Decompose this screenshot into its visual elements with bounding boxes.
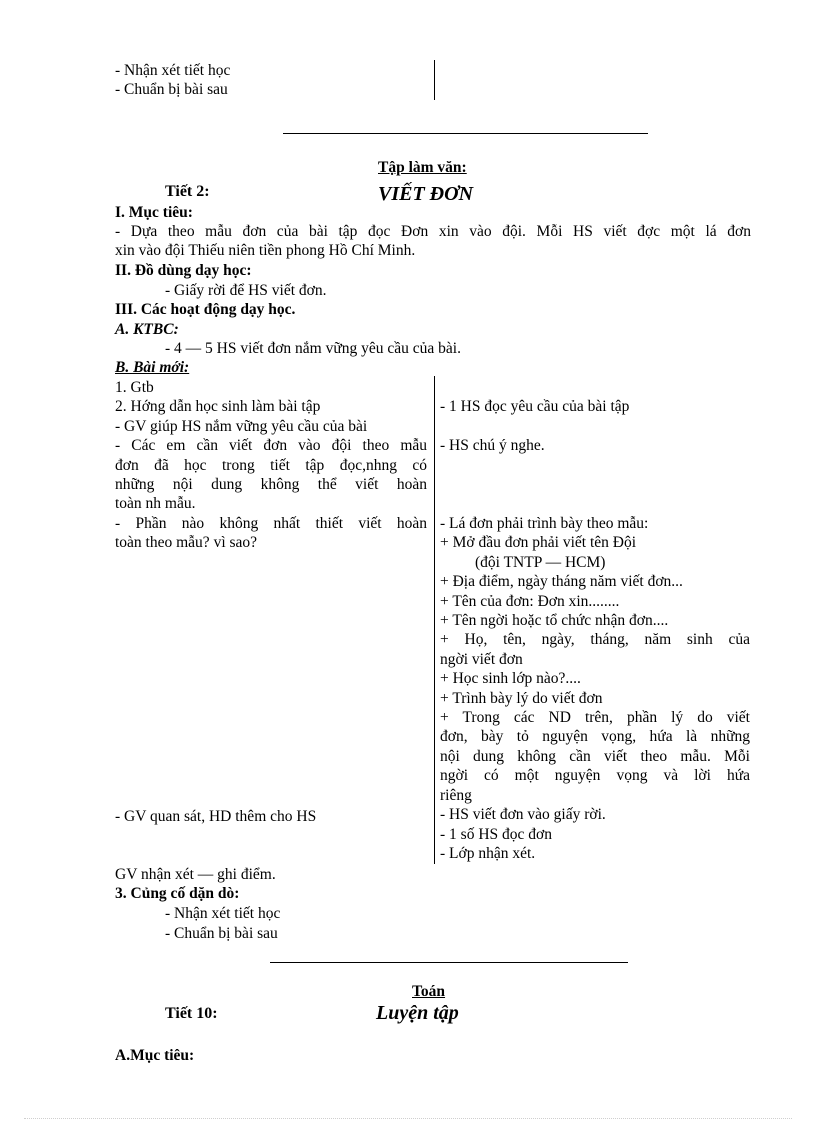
section-divider-1 (283, 133, 648, 134)
lesson1-period: Tiết 2: (165, 183, 210, 200)
student-line: + Mở đầu đơn phải viết tên Đội (440, 534, 637, 552)
student-line: + Tên của đơn: Đơn xin........ (440, 592, 620, 610)
student-line: - HS chú ý nghe. (440, 437, 545, 454)
lesson2-objective-heading: A.Mục tiêu: (115, 1047, 195, 1064)
teacher-line: 1. Gtb (115, 379, 154, 396)
student-line: đơn, bày tỏ nguyện vọng, hứa là những (440, 728, 750, 746)
wrapup-heading: 3. Củng cố dặn dò: (115, 885, 240, 902)
student-line: + Trình bày lý do viết đơn (440, 689, 603, 707)
teacher-line: 2. Hớng dẫn học sinh làm bài tập (115, 398, 321, 416)
objective-line-2: xin vào đội Thiếu niên tiền phong Hồ Chí Minh. (115, 242, 416, 259)
student-column-block-2 (440, 436, 750, 455)
student-line: + Tên ngời hoặc tổ chức nhận đơn.... (440, 612, 669, 630)
ktbc-line: - 4 — 5 HS viết đơn nắm vững yêu cầu của bài. (165, 340, 461, 357)
teacher-line: đơn đã học trong tiết tập đọc,nhng có (115, 456, 427, 474)
student-line: - HS viết đơn vào giấy rời. (440, 806, 606, 824)
teacher-line: - GV giúp HS nắm vững yêu cầu của bài (115, 417, 368, 435)
teacher-line: - GV quan sát, HD thêm cho HS (115, 808, 317, 825)
student-line: + Học sinh lớp nào?.... (440, 670, 581, 688)
activities-heading: III. Các hoạt động dạy học. (115, 301, 296, 318)
student-line: - 1 HS đọc yêu cầu của bài tập (440, 398, 630, 415)
student-line: + Trong các ND trên, phần lý do viết (440, 709, 750, 727)
page-bottom-edge (24, 1118, 792, 1119)
ktbc-heading: A. KTBC: (115, 321, 179, 338)
grading-note: GV nhận xét — ghi điểm. (115, 866, 276, 883)
table-column-divider (434, 376, 435, 864)
student-column-block-3 (440, 514, 750, 863)
prepare-next-line: - Chuẩn bị bài sau (115, 81, 228, 98)
teacher-line: - Phần nào không nhất thiết viết hoàn (115, 514, 427, 532)
materials-heading: II. Đồ dùng dạy học: (115, 262, 252, 279)
lesson2-title: Luyện tập (376, 1002, 459, 1024)
lesson1-subject: Tập làm văn: (378, 159, 467, 176)
student-line: + Địa điểm, ngày tháng năm viết đơn... (440, 573, 683, 591)
teacher-line: những nội dung không thể viết hoàn (115, 476, 427, 494)
student-line: (đội TNTP — HCM) (475, 553, 606, 571)
teacher-line: - Các em cần viết đơn vào đội theo mẫu (115, 437, 427, 455)
student-line: - 1 số HS đọc đơn (440, 825, 552, 843)
objective-line-1: - Dựa theo mẫu đơn của bài tập đọc Đơn xin vào đội. Mỗi HS viết đợc một lá đơn (115, 223, 751, 240)
lesson2-period: Tiết 10: (165, 1005, 218, 1022)
wrapup-line-1: - Nhận xét tiết học (165, 905, 281, 922)
student-line: - Lớp nhận xét. (440, 844, 536, 862)
teacher-line: toàn nh mẫu. (115, 495, 196, 513)
student-column (440, 397, 750, 416)
review-lesson-line: - Nhận xét tiết học (115, 62, 231, 79)
teacher-column (115, 378, 427, 553)
wrapup-line-2: - Chuẩn bị bài sau (165, 925, 278, 942)
objective-heading: I. Mục tiêu: (115, 204, 193, 221)
lesson2-subject: Toán (412, 983, 446, 1000)
student-line: riêng (440, 786, 472, 804)
student-line: + Họ, tên, ngày, tháng, năm sinh của (440, 631, 750, 649)
lesson1-title: VIẾT ĐƠN (378, 183, 474, 205)
student-line: ngời viết đơn (440, 650, 523, 668)
student-line: - Lá đơn phải trình bày theo mẫu: (440, 515, 649, 532)
column-divider-top (434, 60, 435, 100)
student-line: ngời có một nguyện vọng và lời hứa (440, 767, 750, 785)
teacher-line: toàn theo mẫu? vì sao? (115, 534, 258, 552)
section-divider-2 (270, 962, 628, 963)
materials-line: - Giấy rời để HS viết đơn. (165, 282, 327, 299)
student-line: nội dung không cần viết theo mẫu. Mỗi (440, 747, 750, 765)
new-lesson-heading: B. Bài mới: (115, 359, 190, 376)
